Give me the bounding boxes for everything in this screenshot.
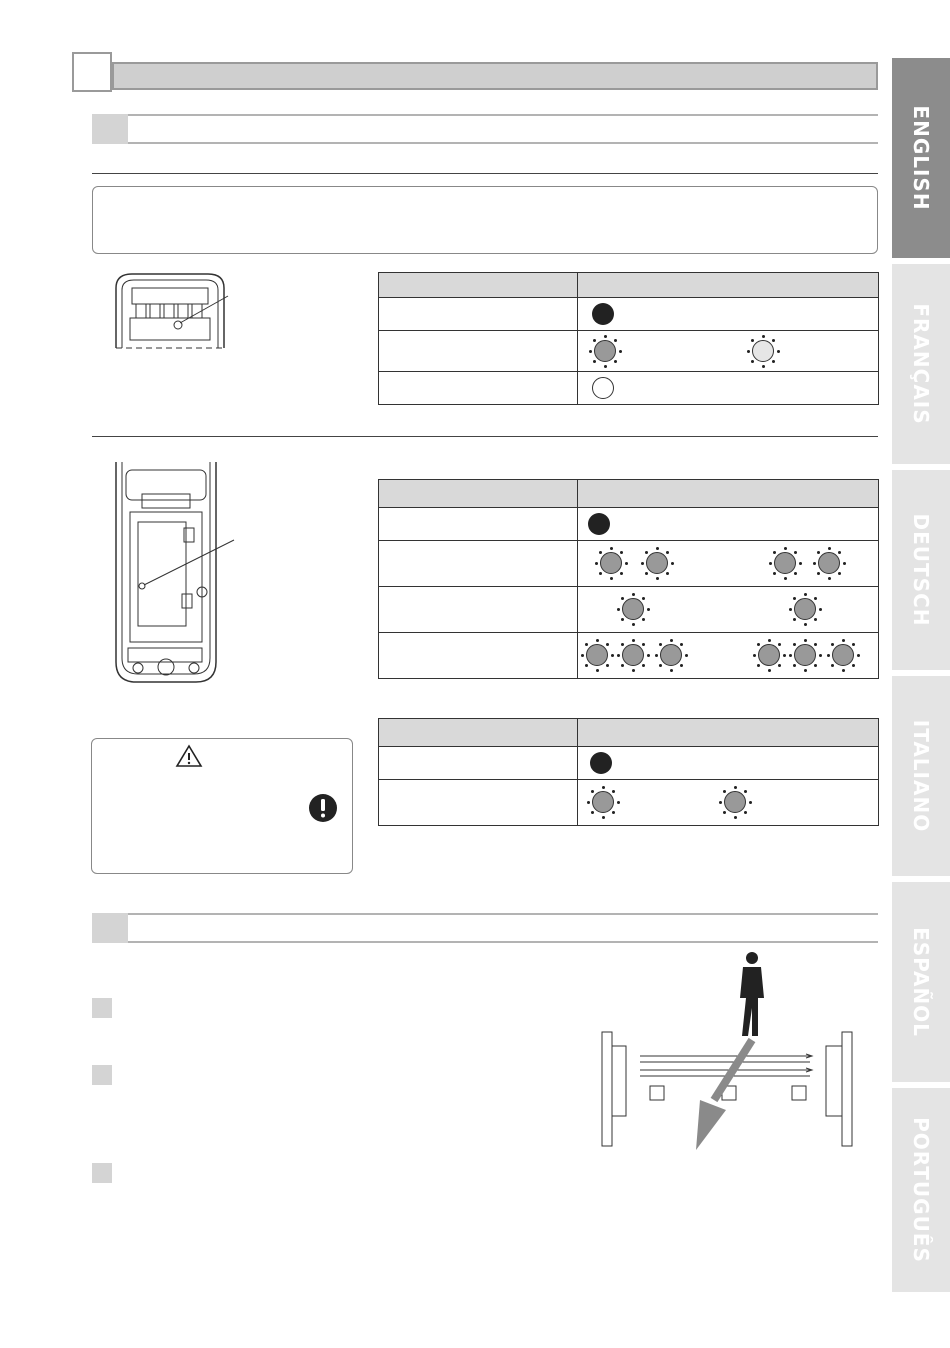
led-blink-ray: [621, 597, 624, 600]
led-blink-ray: [602, 786, 605, 789]
led-blink-ray: [617, 654, 620, 657]
tab-portugues[interactable]: PORTUGUÊS: [892, 1088, 950, 1292]
led-blinking-icon: [600, 552, 622, 574]
led-blink-ray: [599, 572, 602, 575]
led-blink-ray: [842, 639, 845, 642]
led-blink-ray: [794, 572, 797, 575]
led-blink-ray: [757, 664, 760, 667]
led-blink-ray: [596, 669, 599, 672]
led-blink-ray: [751, 339, 754, 342]
led-blink-ray: [656, 547, 659, 550]
led-blink-ray: [793, 643, 796, 646]
led-blink-ray: [596, 639, 599, 642]
led-blink-ray: [749, 801, 752, 804]
led-blink-ray: [585, 664, 588, 667]
led-blink-ray: [762, 365, 765, 368]
led-blink-ray: [819, 608, 822, 611]
led-blink-ray: [789, 654, 792, 657]
led-blink-ray: [784, 547, 787, 550]
warning-triangle-icon: [176, 745, 202, 767]
led-blink-ray: [666, 572, 669, 575]
led-blink-ray: [789, 608, 792, 611]
led-blink-ray: [842, 669, 845, 672]
led-blink-ray: [593, 339, 596, 342]
tab-espanol[interactable]: ESPAÑOL: [892, 882, 950, 1082]
divider: [92, 173, 878, 174]
led-blink-ray: [814, 664, 817, 667]
led-blink-ray: [619, 350, 622, 353]
led-blink-ray: [647, 654, 650, 657]
led-blink-ray: [772, 339, 775, 342]
led-blink-ray: [828, 547, 831, 550]
led-blinking-icon: [758, 644, 780, 666]
led-blink-ray: [645, 551, 648, 554]
led-blink-ray: [587, 801, 590, 804]
chapter-title-bar: [112, 62, 878, 90]
led-blink-ray: [595, 562, 598, 565]
tab-francais[interactable]: FRANÇAIS: [892, 264, 950, 464]
led-blinking-icon: [794, 598, 816, 620]
led-blink-ray: [589, 350, 592, 353]
led-blink-ray: [768, 639, 771, 642]
led-blink-ray: [852, 643, 855, 646]
led-blinking-icon: [622, 598, 644, 620]
led-blink-ray: [642, 664, 645, 667]
led-blink-ray: [813, 562, 816, 565]
led-blink-ray: [747, 350, 750, 353]
led-blink-ray: [814, 643, 817, 646]
led-blink-ray: [723, 790, 726, 793]
led-blink-ray: [620, 572, 623, 575]
led-blink-ray: [647, 608, 650, 611]
led-blink-ray: [617, 801, 620, 804]
led-status-table-1: [378, 272, 879, 405]
led-blink-ray: [610, 577, 613, 580]
led-blink-ray: [606, 664, 609, 667]
walk-test-illustration: [596, 950, 858, 1160]
section-1-title-bar: [128, 114, 878, 144]
led-blink-ray: [777, 350, 780, 353]
led-blink-ray: [804, 669, 807, 672]
caution-box: [91, 738, 353, 874]
led-blink-ray: [793, 618, 796, 621]
led-blink-ray: [606, 643, 609, 646]
led-blink-ray: [804, 593, 807, 596]
led-blink-ray: [772, 360, 775, 363]
section-1-number-square: [92, 114, 128, 144]
led-blink-ray: [614, 339, 617, 342]
led-blink-ray: [659, 664, 662, 667]
led-blink-ray: [814, 597, 817, 600]
led-blink-ray: [838, 572, 841, 575]
led-blink-ray: [831, 643, 834, 646]
led-blink-ray: [723, 811, 726, 814]
led-blink-ray: [593, 360, 596, 363]
led-blink-ray: [671, 562, 674, 565]
led-blink-ray: [778, 664, 781, 667]
sensor-front-diagram: [110, 268, 240, 353]
led-off-icon: [592, 377, 614, 399]
led-blink-ray: [632, 593, 635, 596]
led-blinking-icon: [794, 644, 816, 666]
led-blink-ray: [814, 618, 817, 621]
led-blink-ray: [719, 801, 722, 804]
section-2-title-bar: [128, 913, 878, 943]
led-blinking-icon: [594, 340, 616, 362]
section-2-number-square: [92, 913, 128, 943]
led-blink-ray: [610, 547, 613, 550]
led-blink-ray: [621, 643, 624, 646]
led-blinking-icon: [752, 340, 774, 362]
led-lit-icon: [590, 752, 612, 774]
led-blink-ray: [604, 335, 607, 338]
led-blink-ray: [621, 618, 624, 621]
led-blink-ray: [666, 551, 669, 554]
led-blink-ray: [793, 664, 796, 667]
sensor-internal-diagram: [112, 462, 242, 687]
led-blink-ray: [585, 643, 588, 646]
led-status-table-2: [378, 479, 879, 679]
led-blink-ray: [581, 654, 584, 657]
led-blink-ray: [659, 643, 662, 646]
led-blink-ray: [599, 551, 602, 554]
chapter-title-underline: [120, 88, 872, 90]
divider: [92, 436, 878, 437]
led-blinking-icon: [774, 552, 796, 574]
led-blink-ray: [685, 654, 688, 657]
led-blink-ray: [852, 664, 855, 667]
led-blink-ray: [843, 562, 846, 565]
led-status-table-3: [378, 718, 879, 826]
led-blink-ray: [753, 654, 756, 657]
led-blink-ray: [612, 790, 615, 793]
led-blinking-icon: [818, 552, 840, 574]
led-blink-ray: [734, 786, 737, 789]
led-blinking-icon: [622, 644, 644, 666]
led-blink-ray: [769, 562, 772, 565]
led-blink-ray: [762, 335, 765, 338]
led-blink-ray: [611, 654, 614, 657]
led-lit-icon: [592, 303, 614, 325]
led-blink-ray: [744, 790, 747, 793]
led-blink-ray: [838, 551, 841, 554]
step-3-marker: [92, 1163, 112, 1183]
led-blink-ray: [819, 654, 822, 657]
led-blink-ray: [828, 577, 831, 580]
led-blink-ray: [642, 597, 645, 600]
led-blink-ray: [642, 618, 645, 621]
led-blink-ray: [827, 654, 830, 657]
tab-italiano[interactable]: ITALIANO: [892, 676, 950, 876]
led-blink-ray: [817, 572, 820, 575]
led-blink-ray: [751, 360, 754, 363]
step-1-marker: [92, 998, 112, 1018]
led-blink-ray: [817, 551, 820, 554]
led-blink-ray: [641, 562, 644, 565]
led-blink-ray: [734, 816, 737, 819]
led-blink-ray: [591, 811, 594, 814]
led-blink-ray: [632, 669, 635, 672]
led-blink-ray: [655, 654, 658, 657]
led-blinking-icon: [592, 791, 614, 813]
led-blinking-icon: [646, 552, 668, 574]
led-blink-ray: [680, 664, 683, 667]
led-blink-ray: [602, 816, 605, 819]
led-blink-ray: [617, 608, 620, 611]
led-blink-ray: [784, 577, 787, 580]
led-blinking-icon: [660, 644, 682, 666]
led-blink-ray: [773, 551, 776, 554]
led-blink-ray: [620, 551, 623, 554]
led-blink-ray: [831, 664, 834, 667]
led-blink-ray: [680, 643, 683, 646]
led-lit-icon: [588, 513, 610, 535]
led-blink-ray: [612, 811, 615, 814]
step-2-marker: [92, 1065, 112, 1085]
chapter-number-box: [72, 52, 112, 92]
led-blink-ray: [778, 643, 781, 646]
led-blink-ray: [632, 639, 635, 642]
led-blink-ray: [804, 623, 807, 626]
led-blinking-icon: [586, 644, 608, 666]
led-blink-ray: [773, 572, 776, 575]
led-blink-ray: [604, 365, 607, 368]
led-blink-ray: [794, 551, 797, 554]
led-blink-ray: [656, 577, 659, 580]
led-blink-ray: [793, 597, 796, 600]
led-blink-ray: [632, 623, 635, 626]
led-blink-ray: [804, 639, 807, 642]
led-blinking-icon: [832, 644, 854, 666]
led-blink-ray: [591, 790, 594, 793]
led-blink-ray: [783, 654, 786, 657]
tab-deutsch[interactable]: DEUTSCH: [892, 470, 950, 670]
led-blink-ray: [744, 811, 747, 814]
led-blink-ray: [614, 360, 617, 363]
led-blinking-icon: [724, 791, 746, 813]
led-blink-ray: [642, 643, 645, 646]
tab-english[interactable]: ENGLISH: [892, 58, 950, 258]
note-box: [92, 186, 878, 254]
led-blink-ray: [768, 669, 771, 672]
led-blink-ray: [621, 664, 624, 667]
led-blink-ray: [625, 562, 628, 565]
exclamation-circle-icon: [308, 793, 338, 823]
led-blink-ray: [757, 643, 760, 646]
led-blink-ray: [645, 572, 648, 575]
led-blink-ray: [670, 639, 673, 642]
led-blink-ray: [799, 562, 802, 565]
led-blink-ray: [670, 669, 673, 672]
led-blink-ray: [857, 654, 860, 657]
